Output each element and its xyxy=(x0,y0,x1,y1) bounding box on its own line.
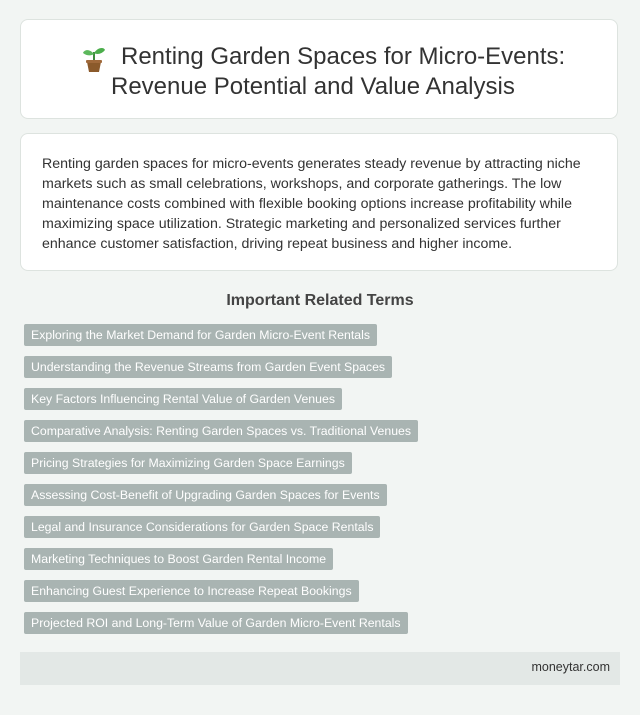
related-terms-list xyxy=(24,324,624,644)
intro-paragraph: Renting garden spaces for micro-events generates steady revenue by attracting niche markets such as small celebrations, workshops, and corporate gatherings. The low maintenance costs combined with flexible booking options increase profitability while maximizing space utilization. Strategic marketing and personalized services further enhance customer satisfaction, driving repeat business and higher income. xyxy=(42,156,581,252)
page-title xyxy=(111,42,601,102)
related-term-link[interactable]: Projected ROI and Long-Term Value of Garden Micro-Event Rentals xyxy=(24,612,408,634)
related-term-link[interactable]: Enhancing Guest Experience to Increase Repeat Bookings xyxy=(24,580,359,602)
related-term-link[interactable]: Assessing Cost-Benefit of Upgrading Garden Spaces for Events xyxy=(24,484,387,506)
title-line-1: Renting Garden Spaces for Micro-Events: xyxy=(121,43,566,70)
related-term-link[interactable]: Key Factors Influencing Rental Value of Garden Venues xyxy=(24,388,342,410)
title-card xyxy=(20,19,618,119)
related-term-link[interactable]: Comparative Analysis: Renting Garden Spaces vs. Traditional Venues xyxy=(24,420,418,442)
title-line-2: Revenue Potential and Value Analysis xyxy=(111,73,515,100)
related-term-link[interactable]: Legal and Insurance Considerations for Garden Space Rentals xyxy=(24,516,380,538)
footer-site-name[interactable]: moneytar.com xyxy=(531,660,610,674)
related-terms-heading: Important Related Terms xyxy=(226,292,414,309)
related-term-link[interactable]: Exploring the Market Demand for Garden Micro-Event Rentals xyxy=(24,324,377,346)
related-term-link[interactable]: Pricing Strategies for Maximizing Garden Space Earnings xyxy=(24,452,352,474)
related-term-link[interactable]: Marketing Techniques to Boost Garden Rental Income xyxy=(24,548,333,570)
intro-card xyxy=(20,133,618,271)
sprout-icon xyxy=(81,44,107,74)
footer-bar xyxy=(20,652,620,685)
related-term-link[interactable]: Understanding the Revenue Streams from Garden Event Spaces xyxy=(24,356,392,378)
